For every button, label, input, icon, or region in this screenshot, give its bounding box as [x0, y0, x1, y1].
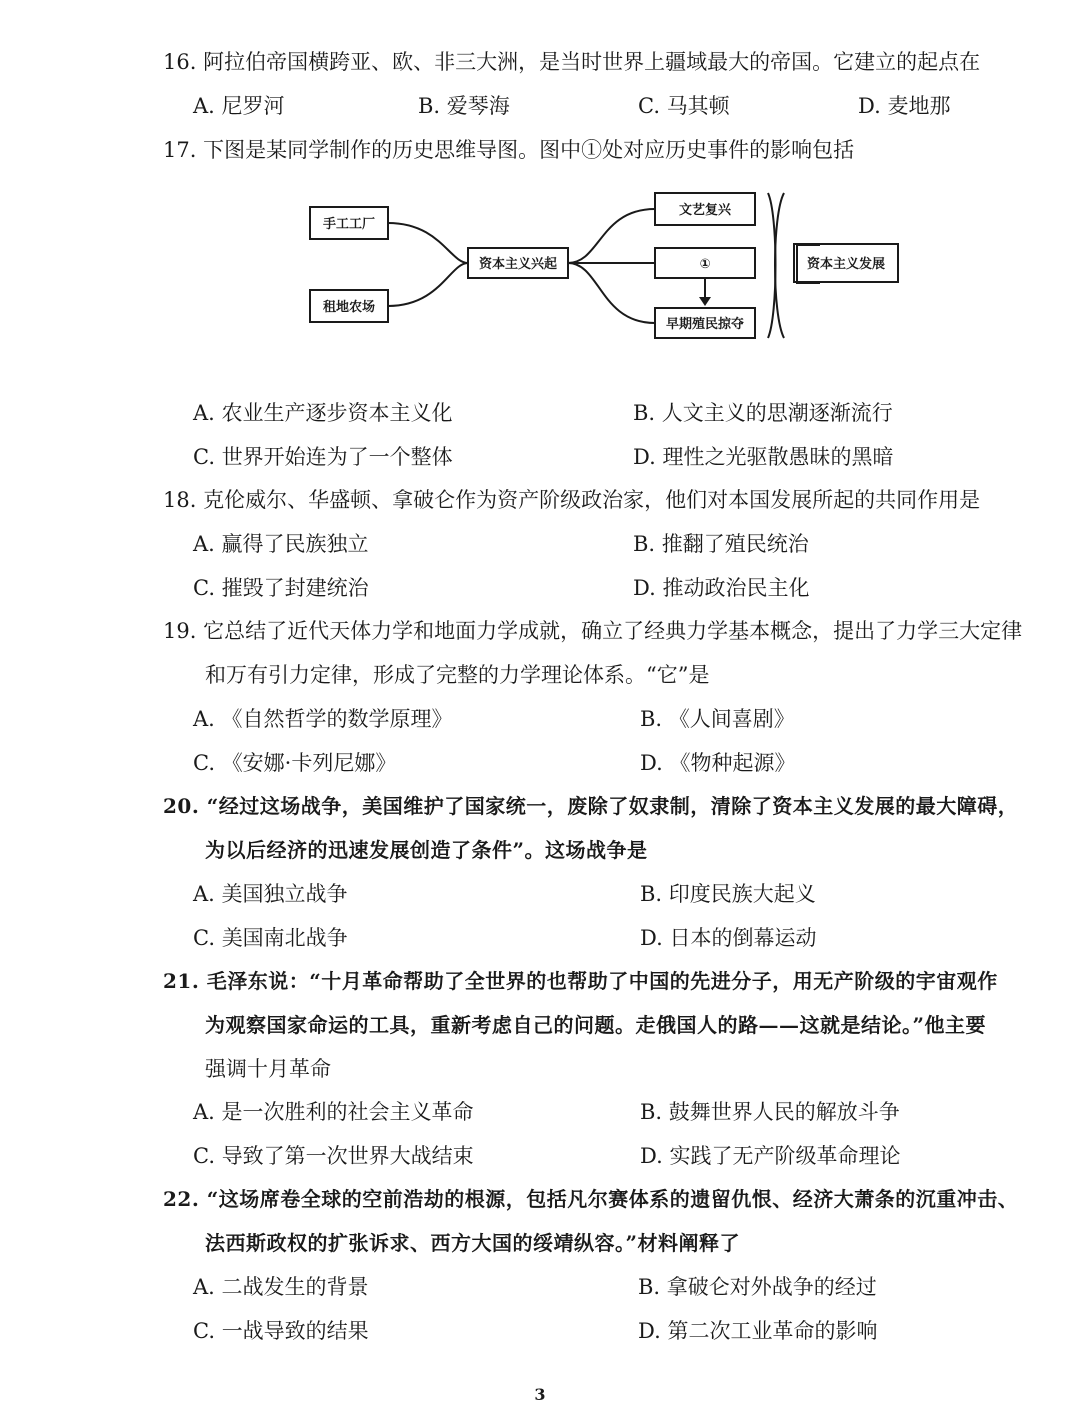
q18-option-a: A. 赢得了民族独立 — [193, 532, 369, 556]
q17-option-a: A. 农业生产逐步资本主义化 — [193, 401, 453, 425]
q20-option-b: B. 印度民族大起义 — [640, 882, 816, 906]
q22-option-b: B. 拿破仑对外战争的经过 — [638, 1275, 877, 1299]
q16-option-c: C. 马其顿 — [638, 94, 730, 118]
connector-left-top — [388, 223, 468, 263]
label-early-colonial: 早期殖民掠夺 — [665, 317, 745, 332]
question-20 — [163, 796, 1018, 816]
q16-option-b: B. 爱琴海 — [418, 94, 510, 118]
question-20-continued: 为以后经济的迅速发展创造了条件”。这场战争是 — [205, 838, 648, 862]
label-capitalism-development: 资本主义发展 — [807, 257, 886, 272]
q21-option-d: D. 实践了无产阶级革命理论 — [640, 1144, 901, 1168]
q17-option-c: C. 世界开始连为了一个整体 — [193, 445, 453, 469]
label-leased-farm: 租地农场 — [322, 300, 376, 315]
q18-option-b: B. 推翻了殖民统治 — [633, 532, 809, 556]
q18-option-d: D. 推动政治民主化 — [633, 576, 810, 600]
label-event-1: ① — [699, 257, 711, 272]
connector-right-bottom — [568, 263, 655, 323]
q17-option-d: D. 理性之光驱散愚昧的黑暗 — [633, 445, 894, 469]
q16-option-a: A. 尼罗河 — [193, 94, 285, 118]
question-number: 16. — [163, 50, 197, 74]
question-number: 21. — [163, 969, 200, 993]
q19-option-b: B. 《人间喜剧》 — [640, 707, 795, 731]
question-22 — [163, 1189, 1018, 1209]
connector-right-top — [568, 209, 655, 263]
question-number: 19. — [163, 619, 197, 643]
box-capitalism-development-frame — [793, 243, 899, 283]
question-21-continued: 为观察国家命运的工具，重新考虑自己的问题。走俄国人的路——这就是结论。”他主要 — [205, 1013, 987, 1037]
question-number: 17. — [163, 138, 197, 162]
question-19-continued: 和万有引力定律，形成了完整的力学理论体系。“它”是 — [205, 663, 710, 687]
q17-option-b: B. 人文主义的思潮逐渐流行 — [633, 401, 893, 425]
q18-option-c: C. 摧毁了封建统治 — [193, 576, 369, 600]
label-renaissance: 文艺复兴 — [678, 203, 732, 218]
q16-option-d: D. 麦地那 — [858, 94, 951, 118]
q21-option-c: C. 导致了第一次世界大战结束 — [193, 1144, 474, 1168]
q21-option-a: A. 是一次胜利的社会主义革命 — [193, 1100, 474, 1124]
question-stem: “经过这场战争，美国维护了国家统一，废除了奴隶制，清除了资本主义发展的最大障碍， — [206, 794, 1019, 818]
question-number: 20. — [163, 794, 200, 818]
connector-left-bottom — [388, 263, 468, 306]
q20-option-d: D. 日本的倒幕运动 — [640, 926, 817, 950]
question-21 — [163, 971, 998, 991]
q19-option-d: D. 《物种起源》 — [640, 751, 796, 775]
question-stem: 毛泽东说：“十月革命帮助了全世界的也帮助了中国的先进分子，用无产阶级的宇宙观作 — [206, 969, 998, 993]
q22-option-d: D. 第二次工业革命的影响 — [638, 1319, 878, 1343]
question-stem: 阿拉伯帝国横跨亚、欧、非三大洲，是当时世界上疆域最大的帝国。它建立的起点在 — [203, 50, 981, 74]
label-handicraft-workshop: 手工工厂 — [322, 217, 376, 232]
q21-option-b: B. 鼓舞世界人民的解放斗争 — [640, 1100, 900, 1124]
q19-option-a: A. 《自然哲学的数学原理》 — [193, 707, 453, 731]
question-stem: 它总结了近代天体力学和地面力学成就，确立了经典力学基本概念，提出了力学三大定律 — [203, 619, 1023, 643]
question-19 — [163, 621, 1022, 642]
question-18 — [163, 490, 980, 511]
label-capitalism-rise: 资本主义兴起 — [478, 257, 558, 272]
page-number: 3 — [534, 1385, 546, 1404]
question-17 — [163, 140, 854, 161]
question-number: 18. — [163, 488, 197, 512]
question-number: 22. — [163, 1187, 200, 1211]
q22-option-c: C. 一战导致的结果 — [193, 1319, 369, 1343]
question-16 — [163, 52, 980, 73]
q19-option-c: C. 《安娜·卡列尼娜》 — [193, 751, 397, 775]
question-22-continued: 法西斯政权的扩张诉求、西方大国的绥靖纵容。”材料阐释了 — [205, 1231, 741, 1255]
q20-option-c: C. 美国南北战争 — [193, 926, 348, 950]
question-stem: 下图是某同学制作的历史思维导图。图中①处对应历史事件的影响包括 — [203, 138, 855, 162]
question-stem: 克伦威尔、华盛顿、拿破仑作为资产阶级政治家，他们对本国发展所起的共同作用是 — [203, 488, 981, 512]
q22-option-a: A. 二战发生的背景 — [193, 1275, 369, 1299]
q20-option-a: A. 美国独立战争 — [193, 882, 348, 906]
question-stem: “这场席卷全球的空前浩劫的根源，包括凡尔赛体系的遗留仇恨、经济大萧条的沉重冲击、 — [206, 1187, 1019, 1211]
mind-map-diagram — [300, 185, 820, 350]
question-21-continued-2: 强调十月革命 — [205, 1057, 331, 1081]
arrow-head-icon — [699, 297, 711, 306]
